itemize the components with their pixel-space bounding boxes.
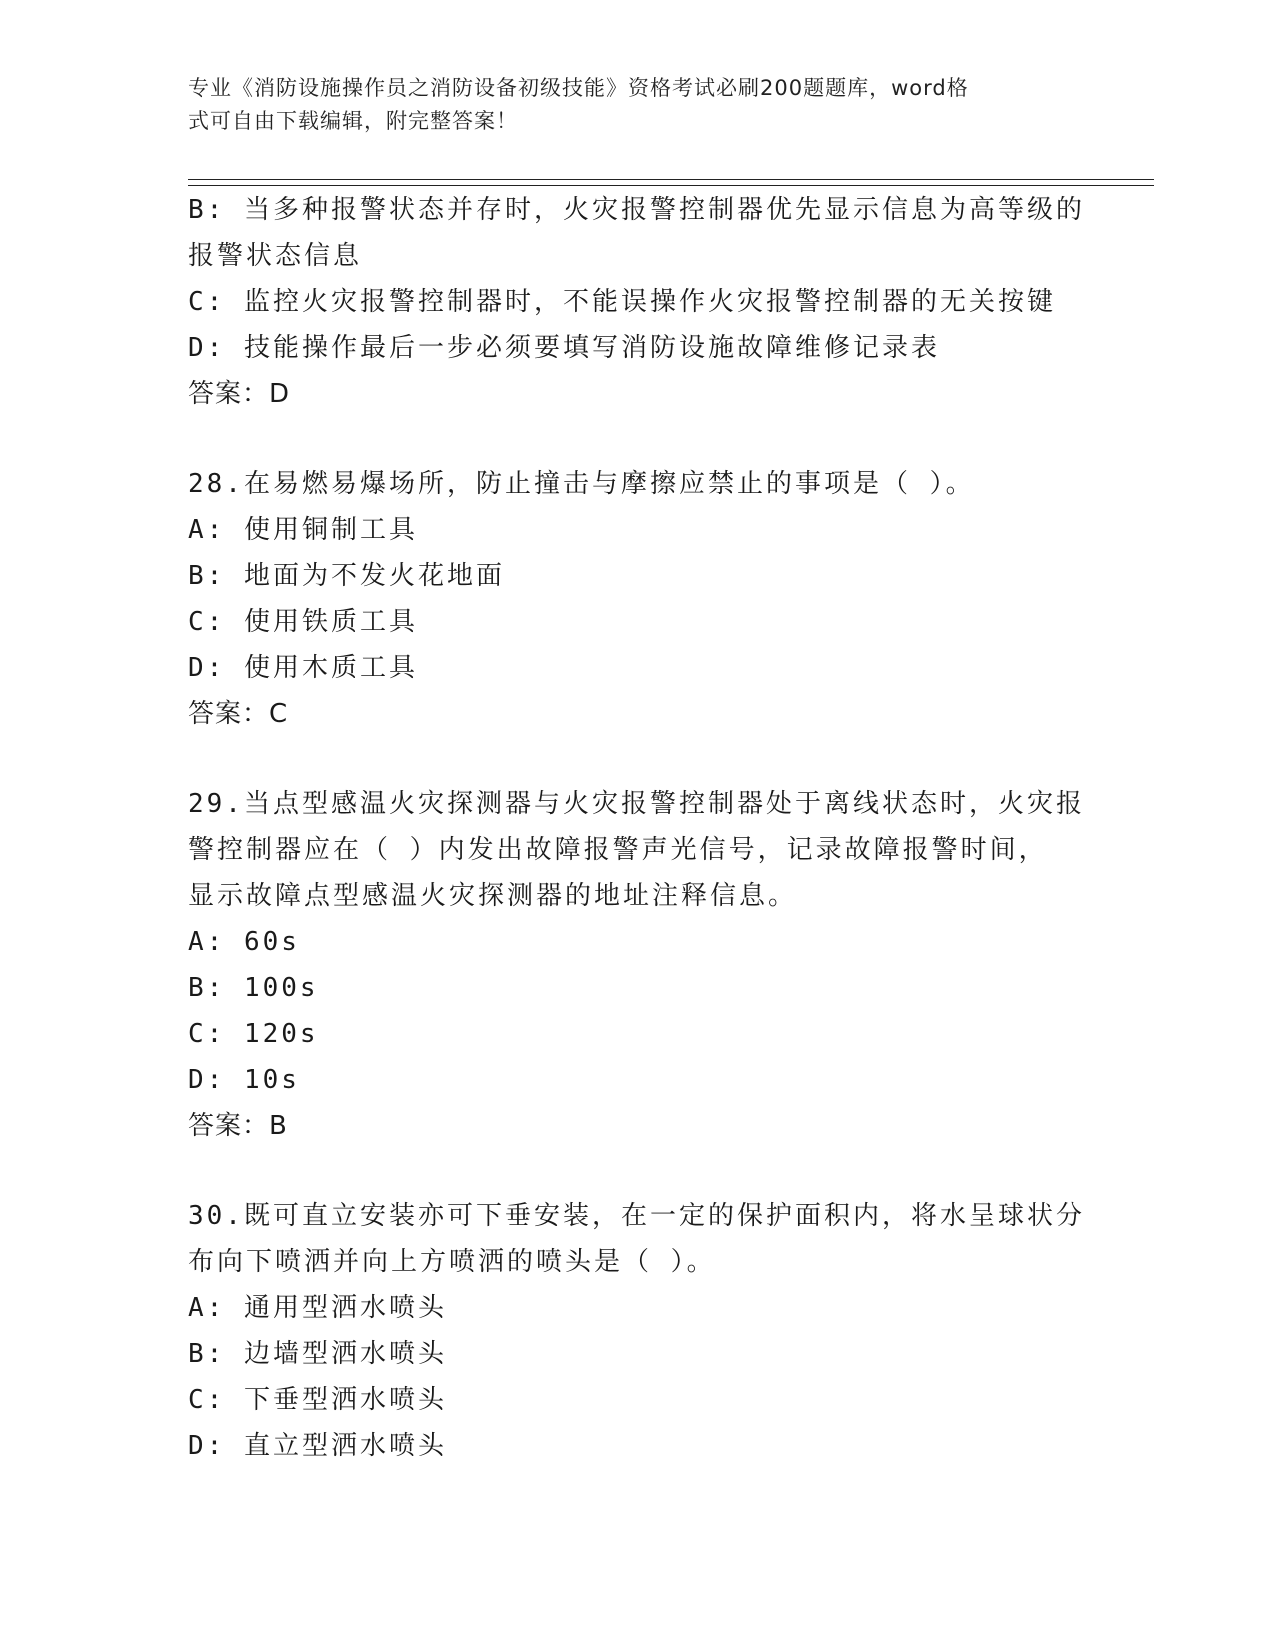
- option-c: C: 120s: [188, 1019, 319, 1049]
- header-divider-bottom: [188, 185, 1154, 186]
- header-divider-top: [188, 179, 1154, 180]
- option-d: D: 直立型洒水喷头: [188, 1431, 447, 1461]
- option-c: C: 下垂型洒水喷头: [188, 1385, 447, 1415]
- answer-line: 答案：B: [188, 1111, 288, 1141]
- option-b-line-2: 报警状态信息: [188, 241, 363, 271]
- option-b-line-1: B: 当多种报警状态并存时，火灾报警控制器优先显示信息为高等级的: [188, 195, 1085, 225]
- question-stem-line: 28.在易燃易爆场所，防止撞击与摩擦应禁止的事项是（ ）。: [188, 469, 975, 499]
- option-b: B: 边墙型洒水喷头: [188, 1339, 447, 1369]
- question-list: [188, 187, 1088, 1469]
- option-c: C: 监控火灾报警控制器时，不能误操作火灾报警控制器的无关按键: [188, 287, 1056, 317]
- option-b: B: 地面为不发火花地面: [188, 561, 505, 591]
- question-27-continuation: [188, 187, 1088, 417]
- spacer: [188, 417, 1088, 461]
- answer-line: 答案：D: [188, 379, 291, 409]
- spacer: [188, 1149, 1088, 1193]
- header-title-line-1: 专业《消防设施操作员之消防设备初级技能》资格考试必刷200题题库，word格: [188, 76, 969, 100]
- option-d: D: 使用木质工具: [188, 653, 418, 683]
- document-header: [188, 72, 1068, 138]
- option-b: B: 100s: [188, 973, 319, 1003]
- question-stem-line: 29.当点型感温火灾探测器与火灾报警控制器处于离线状态时，火灾报: [188, 789, 1085, 819]
- option-c: C: 使用铁质工具: [188, 607, 418, 637]
- question-28: [188, 461, 1088, 737]
- answer-line: 答案：C: [188, 699, 289, 729]
- option-d: D: 10s: [188, 1065, 300, 1095]
- header-title-line-2: 式可自由下载编辑，附完整答案！: [188, 109, 518, 133]
- question-30: [188, 1193, 1088, 1469]
- option-a: A: 60s: [188, 927, 300, 957]
- option-a: A: 通用型洒水喷头: [188, 1293, 447, 1323]
- question-stem-line: 30.既可直立安装亦可下垂安装，在一定的保护面积内，将水呈球状分: [188, 1201, 1085, 1231]
- question-29: [188, 781, 1088, 1149]
- question-stem-line: 布向下喷洒并向上方喷洒的喷头是（ ）。: [188, 1247, 716, 1277]
- option-a: A: 使用铜制工具: [188, 515, 418, 545]
- spacer: [188, 737, 1088, 781]
- option-d: D: 技能操作最后一步必须要填写消防设施故障维修记录表: [188, 333, 940, 363]
- question-stem-line: 警控制器应在（ ）内发出故障报警声光信号，记录故障报警时间，: [188, 835, 1048, 865]
- question-stem-line: 显示故障点型感温火灾探测器的地址注释信息。: [188, 881, 798, 911]
